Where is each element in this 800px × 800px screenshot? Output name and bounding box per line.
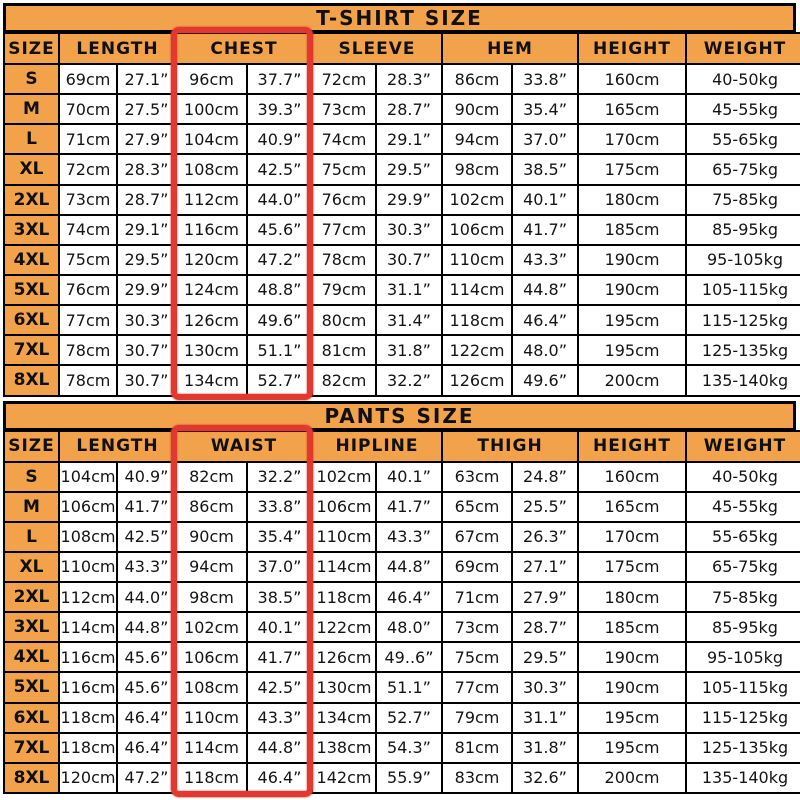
measurement-cell: 180cm bbox=[578, 582, 686, 612]
size-label-cell: 8XL bbox=[4, 365, 59, 395]
measurement-cell: 30.7” bbox=[117, 335, 176, 365]
measurement-cell: 33.8” bbox=[512, 64, 578, 94]
measurement-cell: 105-115kg bbox=[686, 275, 800, 305]
measurement-cell: 71cm bbox=[59, 124, 117, 154]
size-label-cell: M bbox=[4, 94, 59, 124]
measurement-cell: 195cm bbox=[578, 305, 686, 335]
measurement-cell: 30.3” bbox=[512, 672, 578, 702]
measurement-cell: 28.7” bbox=[376, 94, 442, 124]
measurement-cell: 49.6” bbox=[247, 305, 312, 335]
measurement-cell: 31.8” bbox=[376, 335, 442, 365]
measurement-cell: 29.5” bbox=[376, 154, 442, 184]
measurement-cell: 200cm bbox=[578, 763, 686, 793]
measurement-cell: 65cm bbox=[442, 492, 512, 522]
column-header-waist: WAIST bbox=[176, 431, 312, 462]
pants-size-table bbox=[3, 430, 800, 795]
measurement-cell: 114cm bbox=[176, 733, 247, 763]
measurement-cell: 116cm bbox=[59, 642, 117, 672]
size-label-cell: 5XL bbox=[4, 275, 59, 305]
column-header-thigh: THIGH bbox=[442, 431, 578, 462]
measurement-cell: 102cm bbox=[312, 462, 376, 492]
size-label-cell: S bbox=[4, 462, 59, 492]
measurement-cell: 28.3” bbox=[376, 64, 442, 94]
measurement-cell: 125-135kg bbox=[686, 733, 800, 763]
tshirt-size-section bbox=[3, 3, 796, 397]
measurement-cell: 175cm bbox=[578, 552, 686, 582]
measurement-cell: 98cm bbox=[442, 154, 512, 184]
column-header-size: SIZE bbox=[4, 33, 59, 64]
measurement-cell: 45-55kg bbox=[686, 94, 800, 124]
measurement-cell: 126cm bbox=[442, 365, 512, 395]
measurement-cell: 85-95kg bbox=[686, 215, 800, 245]
measurement-cell: 78cm bbox=[312, 245, 376, 275]
measurement-cell: 40-50kg bbox=[686, 64, 800, 94]
measurement-cell: 124cm bbox=[176, 275, 247, 305]
measurement-cell: 81cm bbox=[442, 733, 512, 763]
measurement-cell: 105-115kg bbox=[686, 672, 800, 702]
measurement-cell: 52.7” bbox=[247, 365, 312, 395]
measurement-cell: 190cm bbox=[578, 245, 686, 275]
measurement-cell: 27.1” bbox=[512, 552, 578, 582]
column-header-sleeve: SLEEVE bbox=[312, 33, 442, 64]
measurement-cell: 42.5” bbox=[117, 522, 176, 552]
measurement-cell: 100cm bbox=[176, 94, 247, 124]
measurement-cell: 41.7” bbox=[512, 215, 578, 245]
measurement-cell: 85-95kg bbox=[686, 612, 800, 642]
measurement-cell: 116cm bbox=[176, 215, 247, 245]
measurement-cell: 77cm bbox=[442, 672, 512, 702]
measurement-cell: 115-125kg bbox=[686, 703, 800, 733]
measurement-cell: 35.4” bbox=[512, 94, 578, 124]
table-row bbox=[4, 612, 800, 642]
measurement-cell: 78cm bbox=[59, 365, 117, 395]
measurement-cell: 67cm bbox=[442, 522, 512, 552]
measurement-cell: 74cm bbox=[59, 215, 117, 245]
measurement-cell: 25.5” bbox=[512, 492, 578, 522]
measurement-cell: 51.1” bbox=[247, 335, 312, 365]
measurement-cell: 51.1” bbox=[376, 672, 442, 702]
column-header-height: HEIGHT bbox=[578, 33, 686, 64]
measurement-cell: 39.3” bbox=[247, 94, 312, 124]
measurement-cell: 27.1” bbox=[117, 64, 176, 94]
measurement-cell: 75cm bbox=[312, 154, 376, 184]
measurement-cell: 81cm bbox=[312, 335, 376, 365]
measurement-cell: 190cm bbox=[578, 275, 686, 305]
size-label-cell: 3XL bbox=[4, 612, 59, 642]
column-header-size: SIZE bbox=[4, 431, 59, 462]
size-label-cell: 7XL bbox=[4, 335, 59, 365]
size-label-cell: 2XL bbox=[4, 185, 59, 215]
measurement-cell: 32.6” bbox=[512, 763, 578, 793]
measurement-cell: 32.2” bbox=[376, 365, 442, 395]
measurement-cell: 82cm bbox=[176, 462, 247, 492]
measurement-cell: 120cm bbox=[59, 763, 117, 793]
measurement-cell: 126cm bbox=[176, 305, 247, 335]
measurement-cell: 122cm bbox=[442, 335, 512, 365]
measurement-cell: 126cm bbox=[312, 642, 376, 672]
size-label-cell: 2XL bbox=[4, 582, 59, 612]
measurement-cell: 49.6” bbox=[512, 365, 578, 395]
measurement-cell: 72cm bbox=[312, 64, 376, 94]
measurement-cell: 94cm bbox=[176, 552, 247, 582]
measurement-cell: 40.9” bbox=[117, 462, 176, 492]
measurement-cell: 29.5” bbox=[117, 245, 176, 275]
measurement-cell: 170cm bbox=[578, 522, 686, 552]
measurement-cell: 43.3” bbox=[376, 522, 442, 552]
measurement-cell: 79cm bbox=[442, 703, 512, 733]
measurement-cell: 108cm bbox=[59, 522, 117, 552]
measurement-cell: 65-75kg bbox=[686, 552, 800, 582]
table-row bbox=[4, 462, 800, 492]
measurement-cell: 48.0” bbox=[512, 335, 578, 365]
measurement-cell: 54.3” bbox=[376, 733, 442, 763]
measurement-cell: 49..6” bbox=[376, 642, 442, 672]
size-label-cell: 8XL bbox=[4, 763, 59, 793]
column-header-chest: CHEST bbox=[176, 33, 312, 64]
measurement-cell: 112cm bbox=[59, 582, 117, 612]
measurement-cell: 73cm bbox=[59, 185, 117, 215]
measurement-cell: 165cm bbox=[578, 492, 686, 522]
column-header-length: LENGTH bbox=[59, 33, 176, 64]
measurement-cell: 44.8” bbox=[247, 733, 312, 763]
measurement-cell: 112cm bbox=[176, 185, 247, 215]
table-row bbox=[4, 672, 800, 702]
measurement-cell: 45.6” bbox=[117, 672, 176, 702]
measurement-cell: 165cm bbox=[578, 94, 686, 124]
measurement-cell: 48.0” bbox=[376, 612, 442, 642]
measurement-cell: 75-85kg bbox=[686, 582, 800, 612]
column-header-length: LENGTH bbox=[59, 431, 176, 462]
measurement-cell: 41.7” bbox=[117, 492, 176, 522]
size-label-cell: 7XL bbox=[4, 733, 59, 763]
table-row bbox=[4, 763, 800, 793]
measurement-cell: 180cm bbox=[578, 185, 686, 215]
measurement-cell: 28.7” bbox=[117, 185, 176, 215]
measurement-cell: 46.4” bbox=[376, 582, 442, 612]
measurement-cell: 138cm bbox=[312, 733, 376, 763]
measurement-cell: 110cm bbox=[59, 552, 117, 582]
measurement-cell: 27.9” bbox=[512, 582, 578, 612]
measurement-cell: 96cm bbox=[176, 64, 247, 94]
measurement-cell: 185cm bbox=[578, 612, 686, 642]
measurement-cell: 116cm bbox=[59, 672, 117, 702]
measurement-cell: 31.1” bbox=[376, 275, 442, 305]
table-row bbox=[4, 365, 800, 395]
measurement-cell: 29.9” bbox=[376, 185, 442, 215]
measurement-cell: 46.4” bbox=[512, 305, 578, 335]
measurement-cell: 114cm bbox=[59, 612, 117, 642]
measurement-cell: 120cm bbox=[176, 245, 247, 275]
measurement-cell: 44.0” bbox=[247, 185, 312, 215]
measurement-cell: 30.7” bbox=[376, 245, 442, 275]
size-label-cell: XL bbox=[4, 552, 59, 582]
size-label-cell: 4XL bbox=[4, 245, 59, 275]
column-header-height: HEIGHT bbox=[578, 431, 686, 462]
measurement-cell: 40-50kg bbox=[686, 462, 800, 492]
table-row bbox=[4, 492, 800, 522]
measurement-cell: 27.5” bbox=[117, 94, 176, 124]
measurement-cell: 195cm bbox=[578, 733, 686, 763]
measurement-cell: 118cm bbox=[442, 305, 512, 335]
header-row bbox=[4, 33, 800, 64]
measurement-cell: 130cm bbox=[176, 335, 247, 365]
measurement-cell: 69cm bbox=[442, 552, 512, 582]
measurement-cell: 190cm bbox=[578, 672, 686, 702]
measurement-cell: 135-140kg bbox=[686, 763, 800, 793]
measurement-cell: 44.0” bbox=[117, 582, 176, 612]
measurement-cell: 110cm bbox=[312, 522, 376, 552]
measurement-cell: 52.7” bbox=[376, 703, 442, 733]
measurement-cell: 118cm bbox=[59, 733, 117, 763]
measurement-cell: 106cm bbox=[176, 642, 247, 672]
measurement-cell: 37.0” bbox=[512, 124, 578, 154]
measurement-cell: 94cm bbox=[442, 124, 512, 154]
measurement-cell: 48.8” bbox=[247, 275, 312, 305]
table-row bbox=[4, 154, 800, 184]
measurement-cell: 37.7” bbox=[247, 64, 312, 94]
measurement-cell: 37.0” bbox=[247, 552, 312, 582]
tshirt-table-title: T-SHIRT SIZE bbox=[3, 3, 796, 32]
table-row bbox=[4, 733, 800, 763]
measurement-cell: 24.8” bbox=[512, 462, 578, 492]
size-label-cell: 3XL bbox=[4, 215, 59, 245]
measurement-cell: 114cm bbox=[312, 552, 376, 582]
header-row bbox=[4, 431, 800, 462]
size-label-cell: 5XL bbox=[4, 672, 59, 702]
measurement-cell: 104cm bbox=[176, 124, 247, 154]
measurement-cell: 115-125kg bbox=[686, 305, 800, 335]
measurement-cell: 95-105kg bbox=[686, 642, 800, 672]
measurement-cell: 46.4” bbox=[117, 733, 176, 763]
measurement-cell: 160cm bbox=[578, 462, 686, 492]
measurement-cell: 118cm bbox=[59, 703, 117, 733]
measurement-cell: 55.9” bbox=[376, 763, 442, 793]
measurement-cell: 134cm bbox=[176, 365, 247, 395]
measurement-cell: 29.1” bbox=[376, 124, 442, 154]
measurement-cell: 80cm bbox=[312, 305, 376, 335]
measurement-cell: 55-65kg bbox=[686, 124, 800, 154]
measurement-cell: 30.3” bbox=[376, 215, 442, 245]
measurement-cell: 195cm bbox=[578, 703, 686, 733]
measurement-cell: 106cm bbox=[442, 215, 512, 245]
size-label-cell: M bbox=[4, 492, 59, 522]
measurement-cell: 44.8” bbox=[512, 275, 578, 305]
measurement-cell: 104cm bbox=[59, 462, 117, 492]
measurement-cell: 43.3” bbox=[117, 552, 176, 582]
table-row bbox=[4, 642, 800, 672]
measurement-cell: 31.1” bbox=[512, 703, 578, 733]
measurement-cell: 130cm bbox=[312, 672, 376, 702]
measurement-cell: 28.3” bbox=[117, 154, 176, 184]
measurement-cell: 40.9” bbox=[247, 124, 312, 154]
table-row bbox=[4, 215, 800, 245]
measurement-cell: 114cm bbox=[442, 275, 512, 305]
column-header-weight: WEIGHT bbox=[686, 33, 800, 64]
column-header-hem: HEM bbox=[442, 33, 578, 64]
size-label-cell: 6XL bbox=[4, 305, 59, 335]
measurement-cell: 26.3” bbox=[512, 522, 578, 552]
measurement-cell: 98cm bbox=[176, 582, 247, 612]
measurement-cell: 27.9” bbox=[117, 124, 176, 154]
measurement-cell: 118cm bbox=[312, 582, 376, 612]
measurement-cell: 31.8” bbox=[512, 733, 578, 763]
size-label-cell: S bbox=[4, 64, 59, 94]
measurement-cell: 30.7” bbox=[117, 365, 176, 395]
measurement-cell: 47.2” bbox=[117, 763, 176, 793]
measurement-cell: 200cm bbox=[578, 365, 686, 395]
measurement-cell: 29.5” bbox=[512, 642, 578, 672]
measurement-cell: 90cm bbox=[176, 522, 247, 552]
measurement-cell: 32.2” bbox=[247, 462, 312, 492]
measurement-cell: 82cm bbox=[312, 365, 376, 395]
measurement-cell: 55-65kg bbox=[686, 522, 800, 552]
measurement-cell: 76cm bbox=[312, 185, 376, 215]
measurement-cell: 38.5” bbox=[247, 582, 312, 612]
measurement-cell: 175cm bbox=[578, 154, 686, 184]
measurement-cell: 110cm bbox=[442, 245, 512, 275]
measurement-cell: 160cm bbox=[578, 64, 686, 94]
pants-table-title: PANTS SIZE bbox=[3, 401, 796, 430]
size-label-cell: 6XL bbox=[4, 703, 59, 733]
measurement-cell: 28.7” bbox=[512, 612, 578, 642]
measurement-cell: 110cm bbox=[176, 703, 247, 733]
measurement-cell: 45.6” bbox=[247, 215, 312, 245]
measurement-cell: 83cm bbox=[442, 763, 512, 793]
measurement-cell: 185cm bbox=[578, 215, 686, 245]
measurement-cell: 45.6” bbox=[117, 642, 176, 672]
measurement-cell: 40.1” bbox=[247, 612, 312, 642]
table-row bbox=[4, 305, 800, 335]
size-label-cell: L bbox=[4, 124, 59, 154]
measurement-cell: 86cm bbox=[176, 492, 247, 522]
column-header-hipline: HIPLINE bbox=[312, 431, 442, 462]
measurement-cell: 102cm bbox=[176, 612, 247, 642]
table-row bbox=[4, 64, 800, 94]
table-row bbox=[4, 124, 800, 154]
measurement-cell: 73cm bbox=[312, 94, 376, 124]
table-row bbox=[4, 552, 800, 582]
measurement-cell: 47.2” bbox=[247, 245, 312, 275]
measurement-cell: 106cm bbox=[59, 492, 117, 522]
measurement-cell: 38.5” bbox=[512, 154, 578, 184]
measurement-cell: 41.7” bbox=[376, 492, 442, 522]
measurement-cell: 33.8” bbox=[247, 492, 312, 522]
tshirt-size-table bbox=[3, 32, 800, 397]
measurement-cell: 43.3” bbox=[512, 245, 578, 275]
measurement-cell: 40.1” bbox=[376, 462, 442, 492]
measurement-cell: 135-140kg bbox=[686, 365, 800, 395]
table-row bbox=[4, 522, 800, 552]
measurement-cell: 29.9” bbox=[117, 275, 176, 305]
measurement-cell: 95-105kg bbox=[686, 245, 800, 275]
measurement-cell: 46.4” bbox=[117, 703, 176, 733]
measurement-cell: 90cm bbox=[442, 94, 512, 124]
measurement-cell: 77cm bbox=[59, 305, 117, 335]
measurement-cell: 79cm bbox=[312, 275, 376, 305]
measurement-cell: 30.3” bbox=[117, 305, 176, 335]
measurement-cell: 102cm bbox=[442, 185, 512, 215]
measurement-cell: 76cm bbox=[59, 275, 117, 305]
measurement-cell: 35.4” bbox=[247, 522, 312, 552]
table-row bbox=[4, 703, 800, 733]
measurement-cell: 75cm bbox=[59, 245, 117, 275]
table-row bbox=[4, 245, 800, 275]
size-label-cell: L bbox=[4, 522, 59, 552]
pants-size-section bbox=[3, 401, 796, 795]
measurement-cell: 108cm bbox=[176, 154, 247, 184]
measurement-cell: 43.3” bbox=[247, 703, 312, 733]
measurement-cell: 44.8” bbox=[117, 612, 176, 642]
measurement-cell: 31.4” bbox=[376, 305, 442, 335]
measurement-cell: 118cm bbox=[176, 763, 247, 793]
measurement-cell: 125-135kg bbox=[686, 335, 800, 365]
column-header-weight: WEIGHT bbox=[686, 431, 800, 462]
measurement-cell: 29.1” bbox=[117, 215, 176, 245]
measurement-cell: 108cm bbox=[176, 672, 247, 702]
table-row bbox=[4, 275, 800, 305]
measurement-cell: 65-75kg bbox=[686, 154, 800, 184]
measurement-cell: 70cm bbox=[59, 94, 117, 124]
measurement-cell: 75cm bbox=[442, 642, 512, 672]
measurement-cell: 75-85kg bbox=[686, 185, 800, 215]
measurement-cell: 40.1” bbox=[512, 185, 578, 215]
size-label-cell: 4XL bbox=[4, 642, 59, 672]
measurement-cell: 170cm bbox=[578, 124, 686, 154]
table-row bbox=[4, 582, 800, 612]
size-label-cell: XL bbox=[4, 154, 59, 184]
measurement-cell: 77cm bbox=[312, 215, 376, 245]
table-row bbox=[4, 185, 800, 215]
measurement-cell: 195cm bbox=[578, 335, 686, 365]
measurement-cell: 86cm bbox=[442, 64, 512, 94]
measurement-cell: 74cm bbox=[312, 124, 376, 154]
measurement-cell: 71cm bbox=[442, 582, 512, 612]
measurement-cell: 63cm bbox=[442, 462, 512, 492]
measurement-cell: 42.5” bbox=[247, 154, 312, 184]
measurement-cell: 44.8” bbox=[376, 552, 442, 582]
measurement-cell: 134cm bbox=[312, 703, 376, 733]
measurement-cell: 122cm bbox=[312, 612, 376, 642]
measurement-cell: 41.7” bbox=[247, 642, 312, 672]
measurement-cell: 73cm bbox=[442, 612, 512, 642]
measurement-cell: 78cm bbox=[59, 335, 117, 365]
measurement-cell: 106cm bbox=[312, 492, 376, 522]
measurement-cell: 142cm bbox=[312, 763, 376, 793]
table-row bbox=[4, 94, 800, 124]
measurement-cell: 72cm bbox=[59, 154, 117, 184]
measurement-cell: 190cm bbox=[578, 642, 686, 672]
measurement-cell: 69cm bbox=[59, 64, 117, 94]
measurement-cell: 42.5” bbox=[247, 672, 312, 702]
measurement-cell: 46.4” bbox=[247, 763, 312, 793]
table-row bbox=[4, 335, 800, 365]
measurement-cell: 45-55kg bbox=[686, 492, 800, 522]
